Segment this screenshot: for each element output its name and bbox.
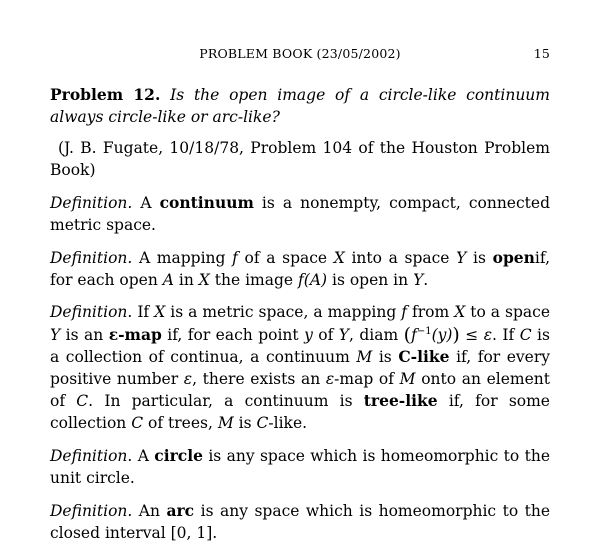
definition-emap (50, 302, 550, 434)
math-var: f (411, 325, 417, 344)
math-exponent: −1 (416, 325, 432, 337)
text: is a collection of continua, a continuum (50, 325, 550, 366)
math-var: X (333, 249, 345, 267)
text: of a space (244, 249, 328, 267)
math-var: y (304, 325, 313, 344)
running-head (50, 40, 550, 62)
text: , there exists an (192, 369, 321, 388)
text: if, for every positive number (50, 348, 551, 388)
math-var: Y (338, 325, 350, 344)
text: is (238, 413, 252, 432)
problem-question: Is the open image of a circle-like continuum always circle-like or arc-like? (50, 86, 550, 126)
text: is a metric space, a mapping (170, 303, 397, 321)
math-expression: f(A) (298, 270, 328, 289)
text: . If (492, 325, 515, 344)
math-var: C (76, 392, 89, 410)
text: into a space (351, 249, 450, 267)
text: from (412, 303, 450, 321)
document-page (50, 40, 550, 544)
text: -like. (268, 413, 308, 432)
math-var: X (154, 303, 166, 321)
term-circle: circle (154, 446, 203, 465)
math-var: C (131, 413, 144, 432)
text: of (318, 325, 334, 344)
definition-head: Definition. (50, 303, 133, 321)
text: the image (214, 270, 294, 289)
math-var: A (162, 270, 174, 289)
math-var: f (232, 249, 238, 267)
problem-label: Problem 12. (50, 85, 161, 104)
math-var: ε (483, 325, 493, 344)
math-var: f (401, 303, 408, 321)
text: . In particular, a continuum is (88, 392, 353, 410)
text: , diam (349, 325, 399, 344)
text: is (378, 348, 392, 366)
text: to a space (470, 303, 550, 321)
text: in (178, 270, 194, 289)
definition-head: Definition. (50, 249, 133, 267)
definition-head: Definition. (50, 194, 133, 212)
open-paren: ( (403, 323, 412, 346)
definition-arc (50, 500, 550, 544)
term-continuum: continuum (159, 193, 254, 212)
math-var: M (399, 369, 416, 388)
text: -map of (334, 369, 394, 388)
math-var: Y (413, 270, 424, 289)
term-c-like: C-like (398, 347, 450, 366)
math-var: Y (50, 325, 61, 344)
text: is a nonempty, compact, connected metric space. (50, 194, 550, 234)
definition-head: Definition. (50, 502, 133, 520)
definition-open (50, 247, 550, 291)
math-var: Y (456, 249, 467, 267)
math-var: X (198, 270, 210, 289)
term-open: open (492, 248, 535, 267)
page-number: 15 (533, 46, 550, 61)
text: onto an element of (50, 369, 550, 410)
text: of trees, (148, 413, 213, 432)
math-expression: (y) (431, 325, 453, 344)
text: . (212, 523, 218, 542)
math-interval: [0, 1] (170, 523, 213, 542)
term-tree-like: tree-like (363, 391, 438, 410)
text: . (423, 270, 429, 289)
text: if, for some collection (50, 392, 550, 432)
running-title: PROBLEM BOOK (23/05/2002) (199, 46, 401, 61)
math-var: X (454, 303, 466, 321)
problem-source: (J. B. Fugate, 10/18/78, Problem 104 of the Houston Problem Book) (50, 139, 550, 179)
text: is open in (332, 270, 409, 289)
definition-circle (50, 445, 550, 489)
text: is any space which is homeomorphic to the unit circle. (50, 447, 550, 487)
text: is any space which is homeomorphic to the closed interval (50, 502, 551, 542)
term-arc: arc (166, 501, 195, 520)
definition-head: Definition. (50, 447, 133, 465)
math-var: C (519, 325, 532, 344)
math-var: ε (183, 369, 193, 388)
close-paren: ) (452, 323, 460, 346)
text: is an (65, 325, 104, 344)
math-var: M (356, 348, 373, 366)
problem-statement (50, 84, 550, 128)
text: is (473, 249, 486, 267)
math-var: M (217, 413, 234, 432)
term-emap: ε-map (108, 324, 162, 344)
text: A (140, 194, 152, 212)
math-var: C (256, 413, 269, 432)
text: A (137, 447, 149, 465)
math-var: ε (325, 369, 335, 388)
text: An (138, 502, 160, 520)
text: ≤ (465, 325, 479, 344)
text: if, for each open (50, 249, 550, 289)
text: if, for each point (167, 325, 299, 344)
text: If (137, 303, 150, 321)
text: A mapping (138, 249, 226, 267)
definition-continuum (50, 192, 550, 236)
